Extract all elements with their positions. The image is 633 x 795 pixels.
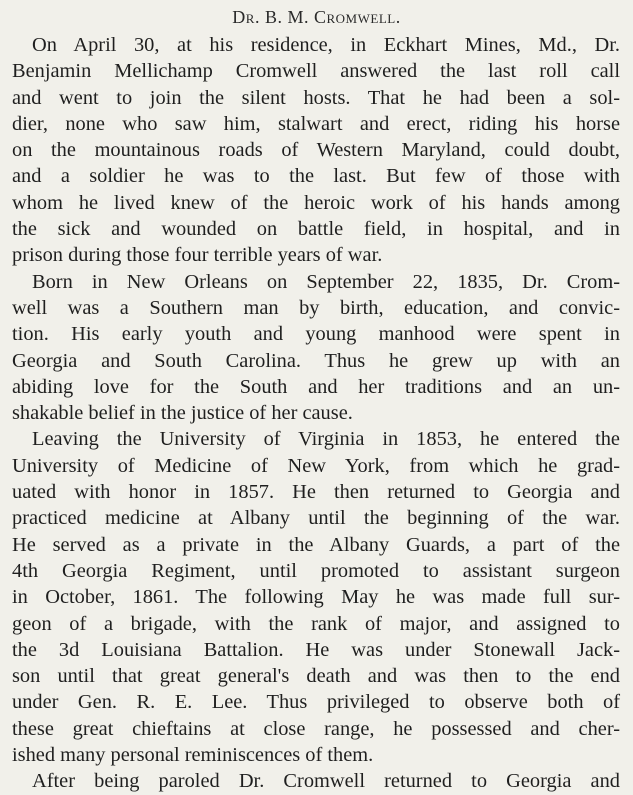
text-line: uated with honor in 1857. He then returned to Georgia and	[12, 481, 620, 504]
text-line: and a soldier he was to the last. But few of those with	[12, 165, 620, 188]
text-line: Leaving the University of Virginia in 1853, he entered the	[32, 428, 620, 451]
paragraph	[12, 426, 620, 768]
text-line: abiding love for the South and her traditions and an un-	[12, 375, 620, 398]
text-line: tion. His early youth and young manhood were spent in	[12, 323, 620, 346]
text-line: under Gen. R. E. Lee. Thus privileged to observe both of	[12, 691, 620, 714]
article-body	[12, 32, 620, 795]
text-line: prison during those four terrible years of war.	[12, 244, 383, 267]
text-line: practiced medicine at Albany until the beginning of the war.	[12, 507, 620, 530]
text-line: these great chieftains at close range, he possessed and cher-	[12, 717, 620, 740]
article-title: Dr. B. M. Cromwell.	[232, 7, 401, 27]
text-line: University of Medicine of New York, from which he grad-	[12, 454, 620, 477]
text-line: geon of a brigade, with the rank of major, and assigned to	[12, 612, 620, 635]
text-line: dier, none who saw him, stalwart and erect, riding his horse	[12, 112, 620, 135]
text-line: Born in New Orleans on September 22, 1835, Dr. Crom-	[32, 270, 620, 293]
text-line: On April 30, at his residence, in Eckhart Mines, Md., Dr.	[32, 34, 620, 56]
text-line: Benjamin Mellichamp Cromwell answered the last roll call	[12, 60, 620, 83]
paragraph	[12, 768, 620, 794]
paragraph	[12, 269, 620, 427]
text-line: and went to join the silent hosts. That he had been a sol-	[12, 86, 620, 109]
text-line: on the mountainous roads of Western Maryland, could doubt,	[12, 139, 620, 162]
text-line: Georgia and South Carolina. Thus he grew up with an	[12, 349, 620, 372]
text-line: in October, 1861. The following May he was made full sur-	[12, 586, 620, 609]
text-line: the 3d Louisiana Battalion. He was under Stonewall Jack-	[12, 638, 620, 661]
text-line: the sick and wounded on battle field, in hospital, and in	[12, 218, 620, 241]
text-line: son until that great general's death and was then to the end	[12, 665, 620, 688]
text-line: After being paroled Dr. Cromwell returned to Georgia and	[32, 770, 620, 793]
text-line: well was a Southern man by birth, education, and convic-	[12, 296, 620, 319]
text-line: whom he lived knew of the heroic work of his hands among	[12, 191, 620, 214]
text-line: ished many personal reminiscences of them.	[12, 744, 374, 767]
paragraph	[12, 32, 620, 269]
text-line: shakable belief in the justice of her cause.	[12, 402, 353, 425]
text-line: 4th Georgia Regiment, until promoted to assistant surgeon	[12, 559, 620, 582]
text-line: He served as a private in the Albany Guards, a part of the	[12, 533, 620, 556]
